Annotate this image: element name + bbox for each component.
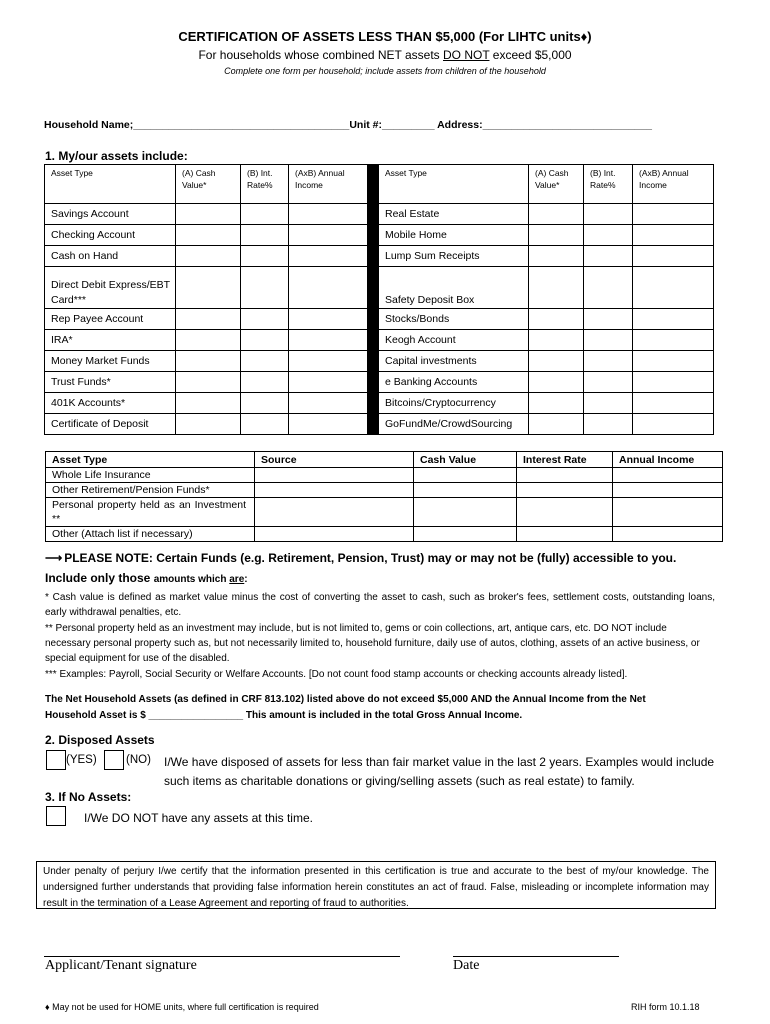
form-title: CERTIFICATION OF ASSETS LESS THAN $5,000 (For LIHTC units♦) bbox=[178, 29, 592, 44]
column-divider bbox=[368, 372, 379, 393]
column-divider bbox=[368, 309, 379, 330]
interest-rate-cell[interactable] bbox=[517, 468, 613, 483]
net-assets-statement bbox=[45, 692, 725, 724]
int-rate-cell[interactable] bbox=[241, 393, 289, 414]
asset-name: Stocks/Bonds bbox=[379, 309, 529, 330]
col-cash-value-right: (A) Cash Value* bbox=[529, 165, 584, 204]
date-label: Date bbox=[453, 958, 480, 973]
interest-rate-cell[interactable] bbox=[517, 483, 613, 498]
column-divider bbox=[368, 393, 379, 414]
asset-name: Capital investments bbox=[379, 351, 529, 372]
other-asset-name: Personal property held as an Investment ** bbox=[46, 498, 255, 527]
asset-name: Cash on Hand bbox=[45, 246, 176, 267]
annual-income-cell[interactable] bbox=[289, 204, 368, 225]
subtitle-pre: For households whose combined NET assets bbox=[198, 48, 444, 62]
annual-income-cell[interactable] bbox=[633, 246, 714, 267]
please-note-text: PLEASE NOTE: Certain Funds (e.g. Retirement, Pension, Trust) may or may not be (fully) accessible to you. bbox=[64, 551, 677, 565]
footnote-cash-value: * Cash value is defined as market value minus the cost of converting the asset to cash, such as broker's fees, settlement costs, outstanding loans, early withdrawal penalties, etc. bbox=[45, 592, 715, 618]
int-rate-cell[interactable] bbox=[241, 351, 289, 372]
annual-income-cell[interactable] bbox=[289, 414, 368, 435]
asset-name: Mobile Home bbox=[379, 225, 529, 246]
no-label: (NO) bbox=[126, 754, 151, 766]
int-rate-cell[interactable] bbox=[241, 372, 289, 393]
int-rate-cell[interactable] bbox=[241, 246, 289, 267]
int-rate-cell[interactable] bbox=[241, 267, 289, 309]
cash-value-cell[interactable] bbox=[529, 225, 584, 246]
cash-value-cell[interactable] bbox=[176, 393, 241, 414]
other-asset-row bbox=[46, 468, 723, 483]
asset-name: Certificate of Deposit bbox=[45, 414, 176, 435]
section2-heading: 2. Disposed Assets bbox=[45, 733, 155, 747]
annual-income-cell[interactable] bbox=[633, 309, 714, 330]
col2-interest-rate: Interest Rate bbox=[517, 452, 613, 468]
net-assets-line2[interactable]: Household Asset is $ _________________ This amount is included in the total Gross Annual Income. bbox=[45, 710, 523, 721]
include-post: : bbox=[244, 574, 248, 585]
asset-row bbox=[45, 309, 714, 330]
annual-income-cell[interactable] bbox=[289, 330, 368, 351]
asset-name: IRA* bbox=[45, 330, 176, 351]
other-asset-name: Other Retirement/Pension Funds* bbox=[46, 483, 255, 498]
cash-value-cell[interactable] bbox=[176, 204, 241, 225]
source-cell[interactable] bbox=[255, 483, 414, 498]
cash-value-cell[interactable] bbox=[176, 372, 241, 393]
section3-heading: 3. If No Assets: bbox=[45, 790, 132, 804]
footer-note: ♦ May not be used for HOME units, where full certification is required bbox=[45, 1002, 319, 1012]
asset-name: Trust Funds* bbox=[45, 372, 176, 393]
annual-income-cell[interactable] bbox=[289, 309, 368, 330]
source-cell[interactable] bbox=[255, 527, 414, 542]
col-cash-value: (A) Cash Value* bbox=[176, 165, 241, 204]
col-int-rate-right: (B) Int. Rate% bbox=[584, 165, 633, 204]
asset-row bbox=[45, 225, 714, 246]
include-small: amounts which bbox=[153, 574, 230, 585]
asset-name: Keogh Account bbox=[379, 330, 529, 351]
annual-income-cell[interactable] bbox=[633, 414, 714, 435]
include-pre: Include only those bbox=[45, 571, 154, 585]
cash-value-cell[interactable] bbox=[529, 204, 584, 225]
net-assets-line1: The Net Household Assets (as defined in CRF 813.102) listed above do not exceed $5,000 AND the Annual Income from the Net bbox=[45, 694, 646, 705]
subtitle-emphasis: DO NOT bbox=[443, 48, 490, 62]
column-divider bbox=[368, 246, 379, 267]
cash-value-cell[interactable] bbox=[529, 414, 584, 435]
no-assets-text: I/We DO NOT have any assets at this time. bbox=[84, 811, 313, 825]
footnote-personal-property: ** Personal property held as an investment may include, but is not limited to, gems or coin collections, art, antique cars, etc. DO NOT include necessary personal property such as, but not necessarily limited to, household furniture, daily use of autos, clothing, assets of an active business, or special equipment for use of the disabled. bbox=[45, 623, 700, 664]
disposed-assets-text: I/We have disposed of assets for less than fair market value in the last 2 years. Examples would include such items as charitable donations or giving/selling assets (such as real estate) to family. bbox=[164, 755, 715, 788]
cash-value-cell[interactable] bbox=[176, 267, 241, 309]
col2-source: Source bbox=[255, 452, 414, 468]
annual-income-cell[interactable] bbox=[633, 204, 714, 225]
section1-heading: 1. My/our assets include: bbox=[45, 149, 188, 163]
annual-income-cell[interactable] bbox=[289, 351, 368, 372]
signature-label: Applicant/Tenant signature bbox=[45, 958, 197, 973]
source-cell[interactable] bbox=[255, 498, 414, 527]
int-rate-cell[interactable] bbox=[584, 330, 633, 351]
int-rate-cell[interactable] bbox=[584, 309, 633, 330]
int-rate-cell[interactable] bbox=[584, 204, 633, 225]
annual-income-cell[interactable] bbox=[289, 246, 368, 267]
form-id: RIH form 10.1.18 bbox=[631, 1002, 700, 1012]
int-rate-cell[interactable] bbox=[584, 414, 633, 435]
cash-value-cell[interactable] bbox=[414, 483, 517, 498]
source-cell[interactable] bbox=[255, 468, 414, 483]
yes-checkbox[interactable] bbox=[46, 750, 66, 770]
int-rate-cell[interactable] bbox=[584, 351, 633, 372]
other-assets-table bbox=[45, 451, 723, 542]
int-rate-cell[interactable] bbox=[584, 393, 633, 414]
cash-value-cell[interactable] bbox=[529, 372, 584, 393]
include-emphasis: are bbox=[229, 574, 245, 585]
column-divider bbox=[368, 351, 379, 372]
col-asset-type-right: Asset Type bbox=[379, 165, 529, 204]
int-rate-cell[interactable] bbox=[241, 309, 289, 330]
int-rate-cell[interactable] bbox=[241, 414, 289, 435]
other-asset-row bbox=[46, 498, 723, 527]
int-rate-cell[interactable] bbox=[241, 330, 289, 351]
other-asset-row bbox=[46, 527, 723, 542]
other-asset-name: Whole Life Insurance bbox=[46, 468, 255, 483]
asset-name: e Banking Accounts bbox=[379, 372, 529, 393]
arrow-right-icon: ⟶ bbox=[45, 551, 63, 565]
cash-value-cell[interactable] bbox=[176, 246, 241, 267]
asset-name: Checking Account bbox=[45, 225, 176, 246]
signature-line[interactable] bbox=[44, 956, 400, 957]
interest-rate-cell[interactable] bbox=[517, 527, 613, 542]
annual-income-cell[interactable] bbox=[633, 372, 714, 393]
col-int-rate: (B) Int. Rate% bbox=[241, 165, 289, 204]
cash-value-cell[interactable] bbox=[176, 330, 241, 351]
perjury-statement: Under penalty of perjury I/we certify that the information presented in this certification is true and accurate to the best of my/our knowledge. The undersigned further understands that providing false information herein constitutes an act of fraud. False, misleading or incomplete information may result in the termination of a Lease Agreement and reporting of fraud to authorities. bbox=[36, 861, 716, 909]
int-rate-cell[interactable] bbox=[584, 246, 633, 267]
annual-income-cell[interactable] bbox=[633, 393, 714, 414]
annual-income-cell[interactable] bbox=[289, 225, 368, 246]
asset-name: Safety Deposit Box bbox=[379, 267, 529, 309]
int-rate-cell[interactable] bbox=[584, 225, 633, 246]
asset-row bbox=[45, 372, 714, 393]
interest-rate-cell[interactable] bbox=[517, 498, 613, 527]
asset-name: Direct Debit Express/EBT Card*** bbox=[45, 267, 176, 309]
asset-row bbox=[45, 330, 714, 351]
col2-asset-type: Asset Type bbox=[46, 452, 255, 468]
asset-name: Bitcoins/Cryptocurrency bbox=[379, 393, 529, 414]
annual-income-cell[interactable] bbox=[289, 267, 368, 309]
asset-name: GoFundMe/CrowdSourcing bbox=[379, 414, 529, 435]
column-divider bbox=[368, 204, 379, 225]
asset-name: Money Market Funds bbox=[45, 351, 176, 372]
cash-value-cell[interactable] bbox=[176, 309, 241, 330]
int-rate-cell[interactable] bbox=[584, 372, 633, 393]
cash-value-cell[interactable] bbox=[414, 468, 517, 483]
cash-value-cell[interactable] bbox=[529, 393, 584, 414]
int-rate-cell[interactable] bbox=[241, 204, 289, 225]
asset-name: Savings Account bbox=[45, 204, 176, 225]
column-divider bbox=[368, 165, 379, 204]
col-annual-income: (AxB) Annual Income bbox=[289, 165, 368, 204]
assets-table bbox=[44, 164, 714, 435]
asset-name: 401K Accounts* bbox=[45, 393, 176, 414]
col-asset-type: Asset Type bbox=[45, 165, 176, 204]
annual-income-cell[interactable] bbox=[633, 225, 714, 246]
household-info-line[interactable]: Household Name;_____________________________________Unit #:_________ Address:_____________________________ bbox=[44, 119, 652, 131]
asset-row bbox=[45, 351, 714, 372]
cash-value-cell[interactable] bbox=[529, 267, 584, 309]
form-subtitle bbox=[0, 48, 770, 62]
annual-income-cell[interactable] bbox=[633, 351, 714, 372]
col2-cash-value: Cash Value bbox=[414, 452, 517, 468]
cash-value-cell[interactable] bbox=[414, 527, 517, 542]
annual-income-cell[interactable] bbox=[289, 393, 368, 414]
yes-label: (YES) bbox=[66, 754, 97, 766]
cash-value-cell[interactable] bbox=[176, 414, 241, 435]
column-divider bbox=[368, 330, 379, 351]
annual-income-cell[interactable] bbox=[613, 468, 723, 483]
cash-value-cell[interactable] bbox=[529, 246, 584, 267]
col2-annual-income: Annual Income bbox=[613, 452, 723, 468]
footnote-examples: *** Examples: Payroll, Social Security or Welfare Accounts. [Do not count food stamp accounts or checking accounts already listed]. bbox=[45, 669, 628, 680]
col-annual-income-right: (AxB) Annual Income bbox=[633, 165, 714, 204]
cash-value-cell[interactable] bbox=[176, 225, 241, 246]
asset-name: Real Estate bbox=[379, 204, 529, 225]
cash-value-cell[interactable] bbox=[529, 351, 584, 372]
int-rate-cell[interactable] bbox=[584, 267, 633, 309]
subtitle-post: exceed $5,000 bbox=[489, 48, 572, 62]
column-divider bbox=[368, 267, 379, 309]
date-line[interactable] bbox=[453, 956, 619, 957]
annual-income-cell[interactable] bbox=[289, 372, 368, 393]
annual-income-cell[interactable] bbox=[613, 498, 723, 527]
column-divider bbox=[368, 225, 379, 246]
asset-name: Lump Sum Receipts bbox=[379, 246, 529, 267]
int-rate-cell[interactable] bbox=[241, 225, 289, 246]
asset-name: Rep Payee Account bbox=[45, 309, 176, 330]
annual-income-cell[interactable] bbox=[613, 483, 723, 498]
annual-income-cell[interactable] bbox=[633, 267, 714, 309]
cash-value-cell[interactable] bbox=[529, 330, 584, 351]
asset-row bbox=[45, 267, 714, 309]
asset-row bbox=[45, 204, 714, 225]
include-note bbox=[45, 571, 248, 585]
annual-income-cell[interactable] bbox=[613, 527, 723, 542]
cash-value-cell[interactable] bbox=[176, 351, 241, 372]
form-instructions: Complete one form per household; include assets from children of the household bbox=[224, 66, 546, 76]
other-asset-row bbox=[46, 483, 723, 498]
cash-value-cell[interactable] bbox=[529, 309, 584, 330]
asset-row bbox=[45, 393, 714, 414]
column-divider bbox=[368, 414, 379, 435]
no-checkbox[interactable] bbox=[104, 750, 124, 770]
cash-value-cell[interactable] bbox=[414, 498, 517, 527]
no-assets-checkbox[interactable] bbox=[46, 806, 66, 826]
please-note bbox=[45, 551, 676, 565]
annual-income-cell[interactable] bbox=[633, 330, 714, 351]
other-asset-name: Other (Attach list if necessary) bbox=[46, 527, 255, 542]
asset-row bbox=[45, 414, 714, 435]
asset-row bbox=[45, 246, 714, 267]
